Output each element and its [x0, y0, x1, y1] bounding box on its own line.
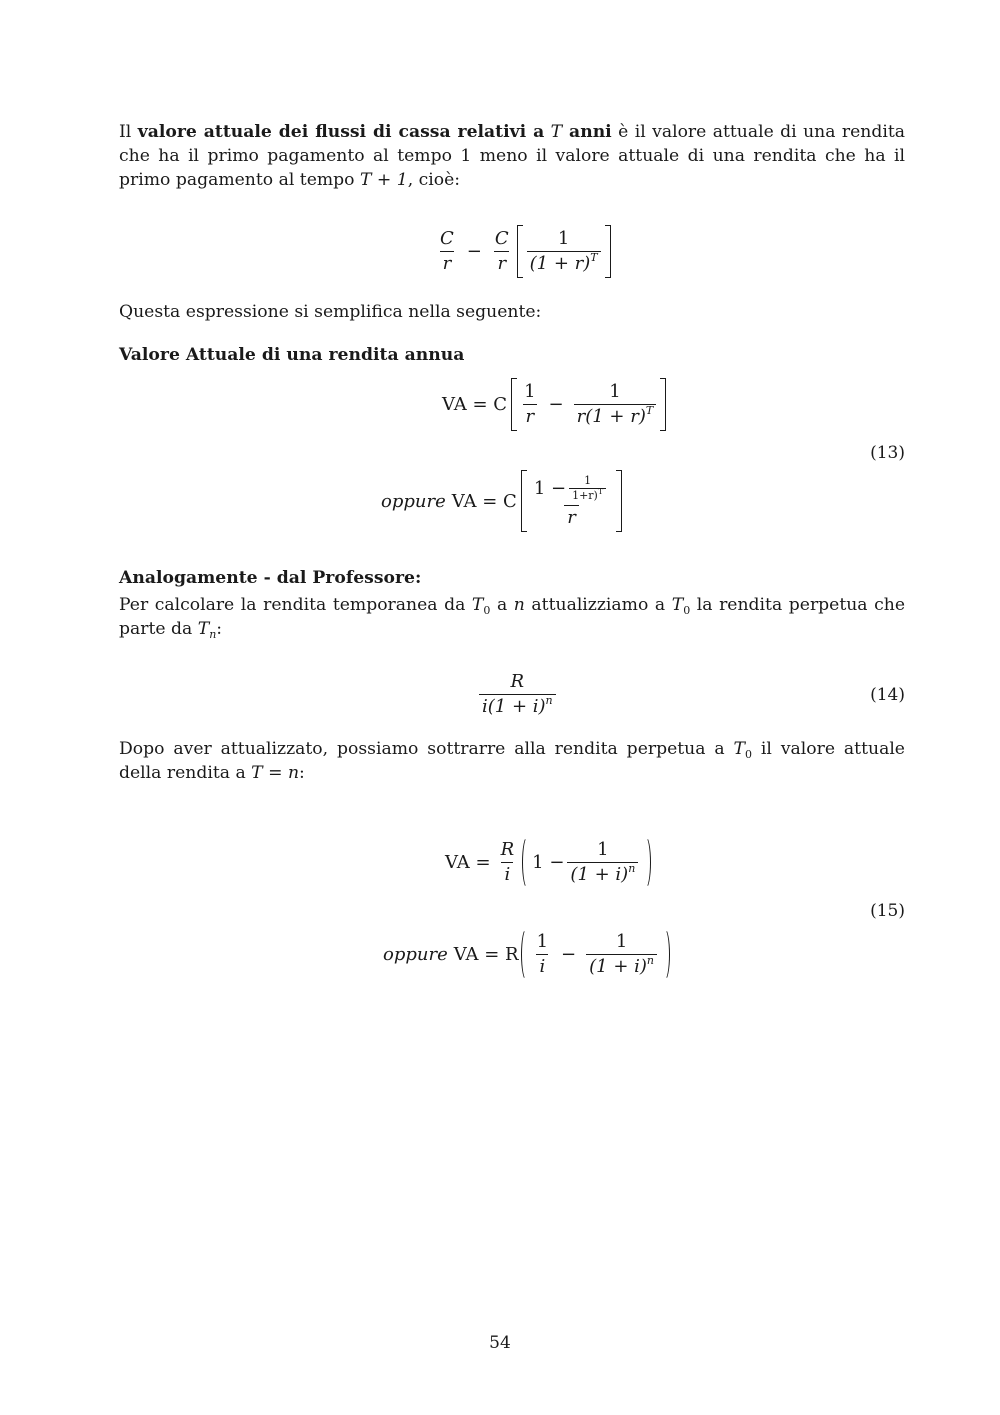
equation-13-line1: VA = C $\frac{1}{r}$ − $\frac{1}{r(1 + r)^T}$ — [442, 378, 668, 431]
heading-annuity: Valore Attuale di una rendita annua — [119, 345, 465, 365]
equation-15-line2: oppure VA = R $\frac{1}{i}$ − $\frac{1}{(1 + i)^n}$ — [383, 928, 672, 981]
paragraph-simplify: Questa espressione si semplifica nella seguente: — [119, 302, 542, 322]
heading-professor: Analogamente - dal Professore: — [119, 568, 422, 588]
equation-14: $\frac{R}{i(1 + i)^n}$ — [476, 672, 559, 717]
parenthesis: $\frac{1}{i}$ − $\frac{1}{(1 + i)^n}$ — [521, 928, 670, 981]
square-bracket: $\frac{1}{r}$ − $\frac{1}{r(1 + r)^T}$ — [511, 378, 666, 431]
equation-number-15: (15) — [870, 901, 905, 921]
equation-number-13: (13) — [870, 443, 905, 463]
square-bracket: 1 − $\frac{1}{1+r)^T}$ r — [521, 470, 622, 532]
equation-number-14: (14) — [870, 685, 905, 705]
paragraph-intro: Il valore attuale dei flussi di cassa relativi a T anni è il valore attuale di una rendita che ha il primo pagamento al tempo 1 meno il valore attuale di una rendita che ha il primo pagamento al tempo T + 1, cioè: — [119, 122, 905, 190]
equation-difference: $\frac{C}{r}$ − $\frac{C}{r}$ $\frac{1}{(1 + r)^T}$ — [434, 225, 613, 278]
page-number: 54 — [489, 1333, 511, 1353]
paragraph-temporary-annuity: Per calcolare la rendita temporanea da $T_0$ a n attualizziamo a $T_0$ la rendita perpetua che parte da $T_n$: — [119, 595, 905, 641]
square-bracket: $\frac{1}{(1 + r)^T}$ — [517, 225, 611, 278]
fraction-c-over-r: $\frac{C}{r}$ — [440, 228, 454, 274]
equation-13-line2: oppure VA = C 1 − $\frac{1}{1+r)^T}$ r — [381, 470, 624, 532]
parenthesis: 1 − $\frac{1}{(1 + i)^n}$ — [522, 836, 651, 889]
fraction-c-over-r-2: $\frac{C}{r}$ — [494, 228, 509, 274]
paragraph-subtract: Dopo aver attualizzato, possiamo sottrarre alla rendita perpetua a $T_0$ il valore attuale della rendita a T = n: — [119, 739, 905, 783]
equation-15-line1: VA = $\frac{R}{i}$ 1 − $\frac{1}{(1 + i)^n}$ — [445, 836, 653, 889]
